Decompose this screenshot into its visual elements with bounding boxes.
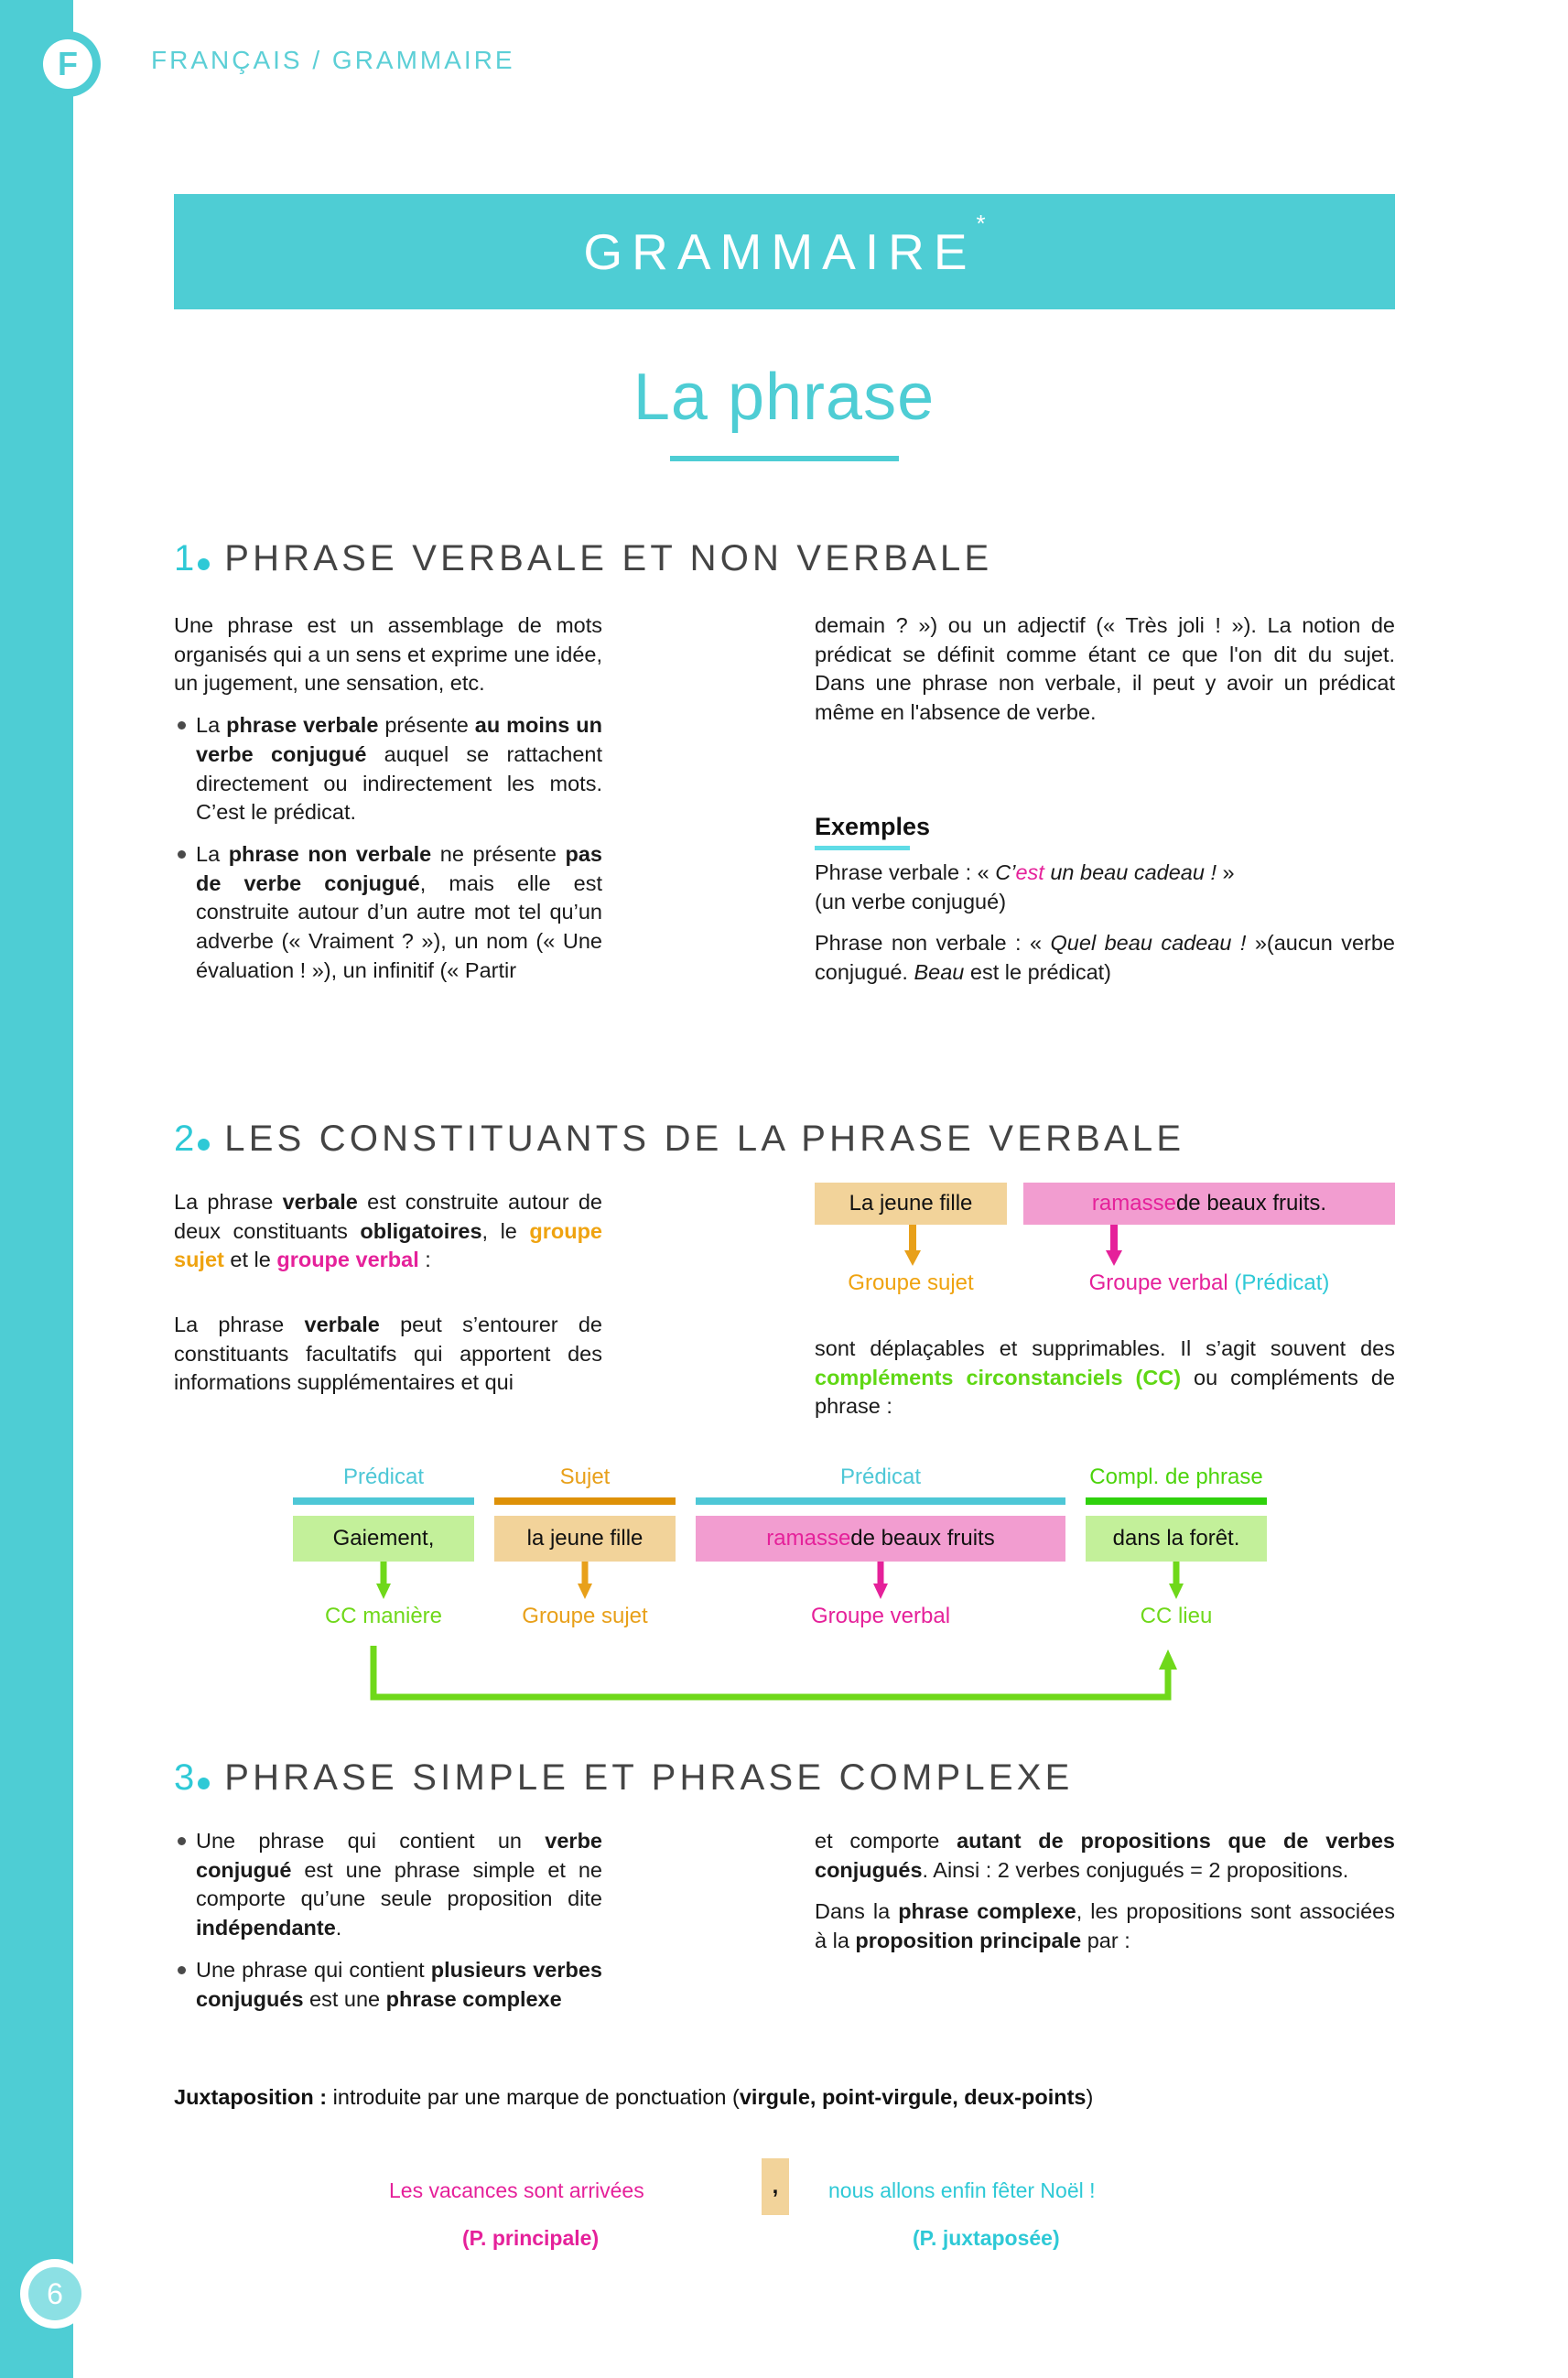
banner-asterisk: * (976, 209, 986, 237)
ex2-post: » (1246, 931, 1267, 956)
s3-r2-pre: Dans la (815, 1899, 899, 1924)
juxtaposition-left-note: (P. principale) (462, 2226, 600, 2250)
juxtaposition-left-clause: Les vacances sont arrivées (389, 2178, 644, 2202)
diagramA-label-predicat: (Prédicat) (1234, 1270, 1330, 1295)
ex1-it1: C’ (995, 860, 1016, 884)
s2-p3-green2: (CC) (1135, 1365, 1182, 1389)
diagramB-box-3-rest: de beaux fruits (850, 1526, 995, 1551)
s1-b1-bold2: au moins un verbe conjugué (196, 713, 603, 766)
juxtaposition-text-bold: virgule, point-virgule, deux-points (739, 2085, 1087, 2109)
s1-right-continuation: demain ? ») ou un adjectif (« Très joli ! »). La notion de prédicat se définit comme étant ce que l'on dit du sujet. Dans une phrase non verbale, il peut y avoir un prédicat même en l'absence de verbe. (815, 613, 1395, 725)
ex2-it: Quel beau cadeau ! (1050, 931, 1247, 956)
s2-p1-mid2: , le (481, 1218, 530, 1243)
s2-p1-post: : (418, 1248, 431, 1272)
diagramB-top-1: Prédicat (342, 1465, 425, 1489)
diagramA-label-verb-text: Groupe verbal (1088, 1270, 1228, 1295)
s1-b2-post: , mais elle est construite autour d’un autre mot tel qu’un adverbe (« Vraiment ? »), un nom (« Une évaluation ! »), un infinitif (« Partir (196, 870, 602, 982)
s1-b1-mid: présente (378, 713, 475, 738)
ex1-post: » (1216, 860, 1235, 884)
s2-p3-pre: sont déplaçables et supprimables. Il s’agit souvent des (815, 1336, 1395, 1360)
diagramB-label-2: Groupe sujet (522, 1604, 648, 1628)
ex2-note-it: Beau (914, 960, 965, 985)
s1-b1-pre: La (196, 713, 227, 738)
s2-p1-orange: groupe sujet (174, 1218, 602, 1272)
juxtaposition-right-note: (P. juxtaposée) (913, 2226, 1060, 2250)
ex1-it2: un beau cadeau ! (1044, 860, 1217, 884)
s1-intro: Une phrase est un assemblage de mots organisés qui a un sens et exprime une idée, un jugement, une sensation, etc. (174, 613, 602, 696)
s1-b2-mid: ne présente (431, 842, 566, 867)
s3-b1-post: . (335, 1916, 342, 1940)
ex2-note-pre: (aucun verbe conjugué. (815, 931, 1395, 985)
s2-p3-post: ou compléments de phrase : (815, 1365, 1395, 1419)
s1-b2-bold2: pas de verbe conjugué (196, 842, 602, 895)
s2-p1-b2: obligatoires (360, 1218, 482, 1243)
s3-r2-b1: phrase complexe (898, 1899, 1076, 1924)
diagramA-verb-pink: ramasse (1091, 1191, 1176, 1216)
juxtaposition-text-pre: introduite par une marque de ponctuation ( (332, 2085, 740, 2109)
s3-r1-b: autant de propositions que de verbes conjugués (815, 1829, 1395, 1882)
diagramB-top-4: Compl. de phrase (1089, 1465, 1263, 1489)
s1-b1-post: auquel se rattachent directement ou indirectement les mots. C’est le prédicat. (196, 741, 602, 825)
s3-b2-pre: Une phrase qui contient (196, 1957, 431, 1982)
diagramA-box-subject: La jeune fille (815, 1183, 1007, 1225)
diagramB-box-3-pink: ramasse (766, 1526, 851, 1551)
juxtaposition-right-clause: nous allons enfin fêter Noël ! (828, 2178, 1096, 2202)
diagramB-top-2: Sujet (559, 1465, 611, 1489)
s2-p1-pre: La phrase (174, 1190, 283, 1214)
diagramB-box-1: Gaiement, (293, 1516, 474, 1562)
s2-p1-mid3: et le (223, 1248, 277, 1272)
s2-p2-pre: La phrase (174, 1313, 305, 1336)
diagramB-box-2: la jeune fille (494, 1516, 676, 1562)
ex1-note: (un verbe conjugué) (815, 889, 1007, 913)
section-number-1: 1 (174, 538, 195, 578)
s3-b2-bold1: plusieurs verbes conjugués (196, 1957, 602, 2011)
juxtaposition-comma-box: , (762, 2158, 789, 2215)
section-label-3: PHRASE SIMPLE ET PHRASE COMPLEXE (224, 1757, 1074, 1798)
s3-b1-bold2: indépendante (196, 1916, 336, 1940)
section-number-2: 2 (174, 1119, 195, 1159)
s3-b1-bold1: verbe conjugué (196, 1829, 602, 1882)
s2-p1-pink: groupe verbal (276, 1248, 419, 1272)
s3-r2-b2: proposition principale (855, 1929, 1082, 1953)
s3-r2-mid: , les propositions sont associées à la (815, 1899, 1395, 1953)
diagramA-verb-rest: de beaux fruits. (1175, 1191, 1327, 1216)
s2-p1-b1: verbale (282, 1190, 358, 1214)
s1-b2-pre: La (196, 842, 229, 867)
ex2-pre: Phrase non verbale : « (815, 931, 1051, 956)
examples-heading: Exemples (815, 813, 931, 840)
section-number-3: 3 (174, 1757, 195, 1798)
diagramB-label-3: Groupe verbal (810, 1604, 951, 1628)
s2-p1-mid1: est construite autour de deux constituants (174, 1190, 602, 1243)
s3-b2-bold2: phrase complexe (385, 1986, 562, 2011)
s3-b2-mid: est une (303, 1986, 386, 2011)
badge-letter: F (58, 45, 78, 82)
s2-p2-post: peut s’entourer de constituants facultatifs qui apportent des informations supplémentaires et qui (174, 1313, 602, 1395)
s3-r1-post: . Ainsi : 2 verbes conjugués = 2 propositions. (922, 1857, 1349, 1882)
ex2-note-post: est le prédicat) (964, 960, 1111, 985)
s3-b1-mid: est une phrase simple et ne comporte qu’une seule proposition dite (196, 1857, 602, 1911)
s3-r2-post: par : (1081, 1929, 1130, 1953)
ex1-pre: Phrase verbale : « (815, 860, 996, 884)
diagramB-box-4: dans la forêt. (1086, 1516, 1267, 1562)
s3-b1-pre: Une phrase qui contient un (196, 1829, 546, 1853)
diagramB-label-1: CC manière (324, 1604, 443, 1628)
s2-p3-green1: compléments circonstanciels (815, 1365, 1123, 1389)
page-number-badge (20, 2259, 90, 2329)
s1-b2-bold1: phrase non verbale (228, 842, 432, 867)
diagramB-label-4: CC lieu (1140, 1604, 1213, 1628)
section-label-1: PHRASE VERBALE ET NON VERBALE (224, 538, 993, 578)
page-title: La phrase (633, 361, 935, 434)
juxtaposition-label: Juxtaposition : (174, 2085, 333, 2109)
s2-p2-b: verbale (304, 1313, 380, 1336)
breadcrumb: FRANÇAIS / GRAMMAIRE (151, 46, 515, 74)
s3-r1-pre: et comporte (815, 1829, 957, 1853)
diagramA-label-subject: Groupe sujet (848, 1270, 974, 1295)
diagramB-top-3: Prédicat (839, 1465, 922, 1489)
s1-b1-bold1: phrase verbale (226, 713, 379, 738)
section-label-2: LES CONSTITUANTS DE LA PHRASE VERBALE (224, 1119, 1185, 1159)
page-number: 6 (47, 2276, 63, 2310)
juxtaposition-text-post: ) (1086, 2085, 1094, 2109)
banner-title-text: GRAMMAIRE (583, 223, 977, 280)
ex1-pink: est (1015, 860, 1044, 884)
